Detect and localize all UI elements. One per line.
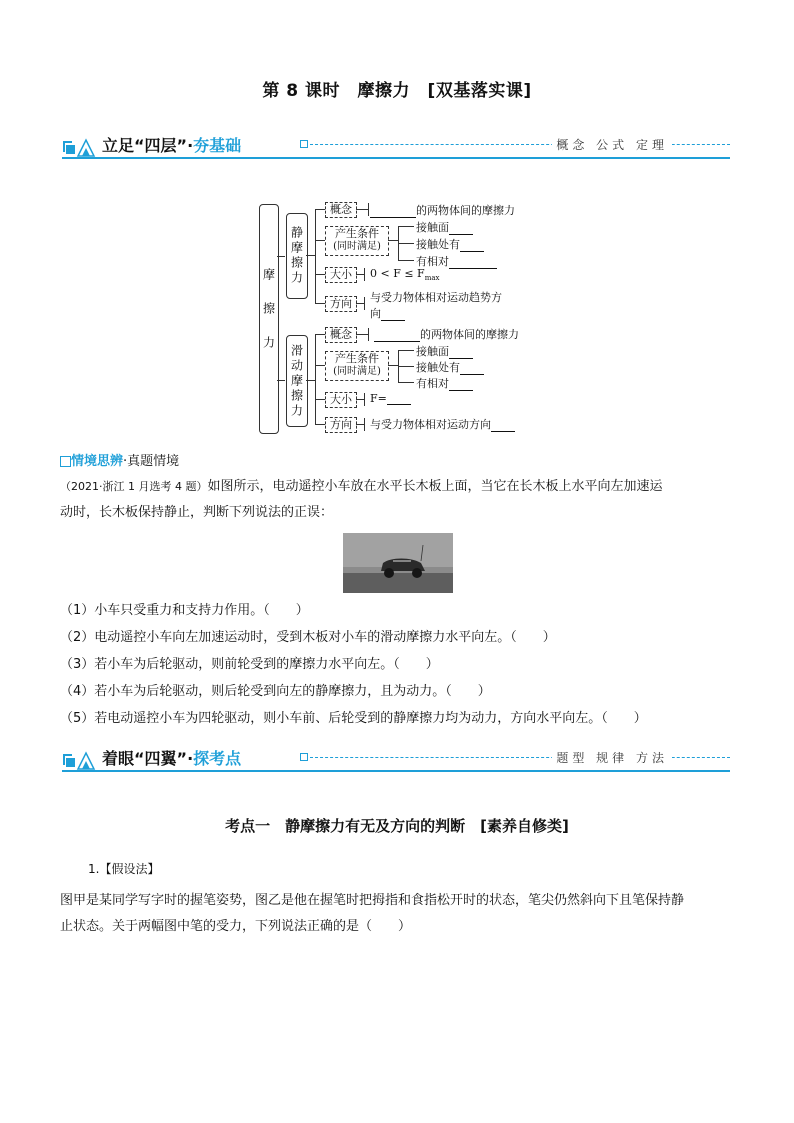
scenario-item-5: （5）若电动遥控小车为四轮驱动，则小车前、后轮受到的静摩擦力均为动力，方向水平向左。（ ） xyxy=(60,711,647,726)
static-size-box: 大小 xyxy=(325,267,357,283)
static-direction-text-2: 向 xyxy=(370,305,405,321)
sliding-direction-box: 方向 xyxy=(325,417,357,433)
static-condition-1: 接触面 xyxy=(416,219,473,235)
scenario-intro-line-2: 动时，长木板保持静止，判断下列说法的正误： xyxy=(60,505,334,520)
scenario-item-4: （4）若小车为后轮驱动，则后轮受到向左的静摩擦力，且为动力。（ ） xyxy=(60,684,491,699)
scenario-heading: 情境思辨·真题情境 xyxy=(60,450,179,469)
sliding-friction-box xyxy=(286,335,308,427)
diagram-root-label: 摩擦力 xyxy=(261,268,276,370)
page-title: 第 8 课时 摩擦力 [双基落实课] xyxy=(262,81,532,101)
static-friction-label: 静摩擦力 xyxy=(289,226,304,286)
sliding-condition-2: 接触处有 xyxy=(416,359,484,375)
scenario-item-2: （2）电动遥控小车向左加速运动时，受到木板对小车的滑动摩擦力水平向左。（ ） xyxy=(60,630,556,645)
static-conditions-box: 产生条件 (同时满足) xyxy=(325,226,389,256)
static-concept-box: 概念 xyxy=(325,202,357,218)
sliding-condition-3: 有相对 xyxy=(416,375,473,391)
static-size-formula: $0 < F \le F_{max}$ xyxy=(370,267,440,283)
section-keywords: 概念 公式 定理 xyxy=(552,136,672,153)
static-direction-text-1: 与受力物体相对运动趋势方 xyxy=(370,291,502,304)
section-title: 着眼“四翼”·探考点 xyxy=(102,749,242,768)
question-label: 1.【假设法】 xyxy=(88,862,160,876)
scenario-item-3: （3）若小车为后轮驱动，则前轮受到的摩擦力水平向左。（ ） xyxy=(60,657,439,672)
banner-decoration-icon xyxy=(62,743,98,773)
banner-underline xyxy=(62,770,730,772)
sliding-condition-1: 接触面 xyxy=(416,343,473,359)
concept-diagram xyxy=(0,0,794,440)
sliding-friction-label: 滑动摩擦力 xyxy=(289,343,304,419)
heading-square-icon xyxy=(60,456,71,467)
diagram-root-box xyxy=(259,204,279,434)
static-condition-2: 接触处有 xyxy=(416,236,484,252)
banner-square-icon xyxy=(300,753,308,761)
sliding-direction-text: 与受力物体相对运动方向 xyxy=(370,416,515,432)
static-condition-3: 有相对 xyxy=(416,253,497,269)
section-title: 立足“四层”·夯基础 xyxy=(102,136,242,155)
scenario-item-1: （1）小车只受重力和支持力作用。（ ） xyxy=(60,603,309,618)
exam-point-heading: 考点一 静摩擦力有无及方向的判断 [素养自修类] xyxy=(225,817,569,835)
static-concept-text: 的两物体间的摩擦力 xyxy=(370,202,515,218)
sliding-concept-box: 概念 xyxy=(325,327,357,343)
static-direction-box: 方向 xyxy=(325,296,357,312)
section-keywords: 题型 规律 方法 xyxy=(552,749,672,766)
static-friction-box xyxy=(286,213,308,299)
section-banner-exam-points xyxy=(62,743,730,773)
sliding-size-formula: F= xyxy=(370,392,411,405)
scenario-intro-line-1: （2021·浙江 1 月选考 4 题）如图所示，电动遥控小车放在水平长木板上面，当它在长木板上水平向左加速运 xyxy=(60,479,663,494)
sliding-concept-text: 的两物体间的摩擦力 xyxy=(374,326,519,342)
sliding-conditions-box: 产生条件 (同时满足) xyxy=(325,351,389,381)
question-line-1: 图甲是某同学写字时的握笔姿势，图乙是他在握笔时把拇指和食指松开时的状态，笔尖仍然斜向下且笔保持静 xyxy=(60,893,685,908)
remote-car-photo xyxy=(343,533,453,593)
question-line-2: 止状态。关于两幅图中笔的受力，下列说法正确的是（ ） xyxy=(60,919,412,934)
sliding-size-box: 大小 xyxy=(325,392,357,408)
